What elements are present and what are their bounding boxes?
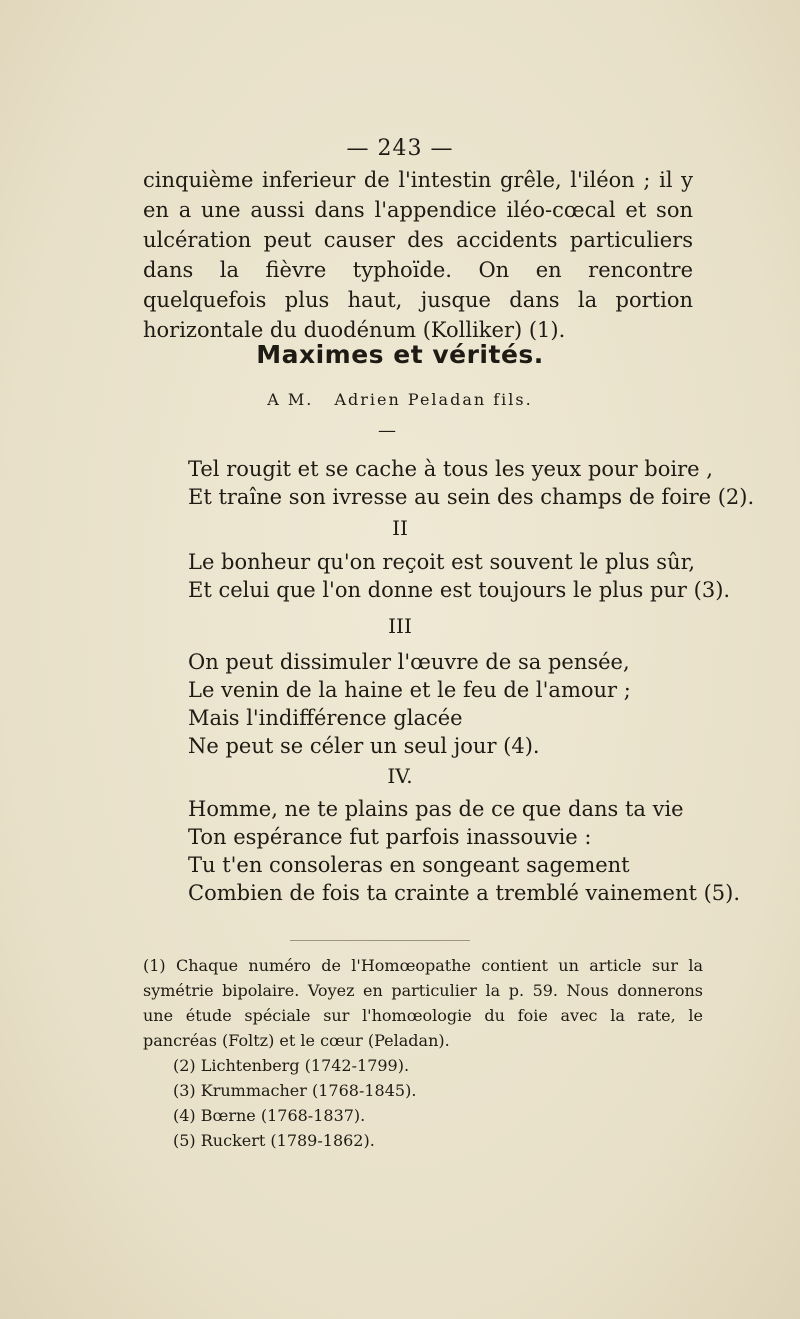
poem-line: Le venin de la haine et le feu de l'amour ;	[188, 678, 631, 702]
poem-line: Mais l'indifférence glacée	[188, 706, 463, 730]
footnotes	[143, 953, 703, 1153]
dedication-prefix: A M.	[267, 390, 314, 409]
poem-line: Et celui que l'on donne est toujours le plus pur (3).	[188, 578, 731, 602]
stanza-4	[188, 795, 741, 907]
stanza-3	[188, 648, 678, 760]
stanza-1	[188, 455, 755, 511]
footnote-5: (5) Ruckert (1789-1862).	[173, 1131, 375, 1150]
poem-line: Tu t'en consoleras en songeant sagement	[188, 853, 630, 877]
stanza-2	[188, 548, 731, 604]
footnote-separator	[290, 940, 470, 941]
dedication	[0, 390, 800, 409]
stanza-numeral-3: III	[388, 614, 412, 638]
poem-line: Homme, ne te plains pas de ce que dans ta vie	[188, 797, 684, 821]
poem-line: Et traîne son ivresse au sein des champs de foire (2).	[188, 485, 755, 509]
continued-paragraph	[143, 165, 693, 345]
dedication-name: Adrien Peladan fils.	[334, 390, 533, 409]
footnote-2: (2) Lichtenberg (1742-1799).	[173, 1056, 410, 1075]
footnote-4: (4) Bœrne (1768-1837).	[173, 1106, 366, 1125]
stanza-numeral-2: II	[392, 516, 408, 540]
paragraph-text: cinquième inferieur de l'intestin grêle, l'iléon ; il y en a une aussi dans l'appendice iléo-cœcal et son ulcération peut causer des accidents particuliers dans la fièvre typhoïde. On en rencontre quelquefois plus haut, jusque dans la portion horizontale du duodénum (Kolliker) (1).	[143, 168, 693, 342]
poem-line: On peut dissimuler l'œuvre de sa pensée,	[188, 650, 630, 674]
section-title: Maximes et vérités.	[256, 340, 544, 369]
section-dash: —	[378, 420, 396, 441]
poem-line: Ton espérance fut parfois inassouvie :	[188, 825, 592, 849]
poem-line: Le bonheur qu'on reçoit est souvent le plus sûr,	[188, 550, 695, 574]
footnote-3: (3) Krummacher (1768-1845).	[173, 1081, 417, 1100]
page-number: — 243 —	[346, 136, 454, 161]
poem-line: Ne peut se céler un seul jour (4).	[188, 734, 540, 758]
poem-line: Combien de fois ta crainte a tremblé vainement (5).	[188, 881, 741, 905]
footnote-1: (1) Chaque numéro de l'Homœopathe contient un article sur la symétrie bipolaire. Voyez en particulier la p. 59. Nous donnerons une étude spéciale sur l'homœologie du foie avec la rate, le pancréas (Foltz) et le cœur (Peladan).	[143, 956, 703, 1050]
poem-line: Tel rougit et se cache à tous les yeux pour boire ,	[188, 457, 713, 481]
stanza-numeral-4: IV.	[387, 764, 413, 788]
